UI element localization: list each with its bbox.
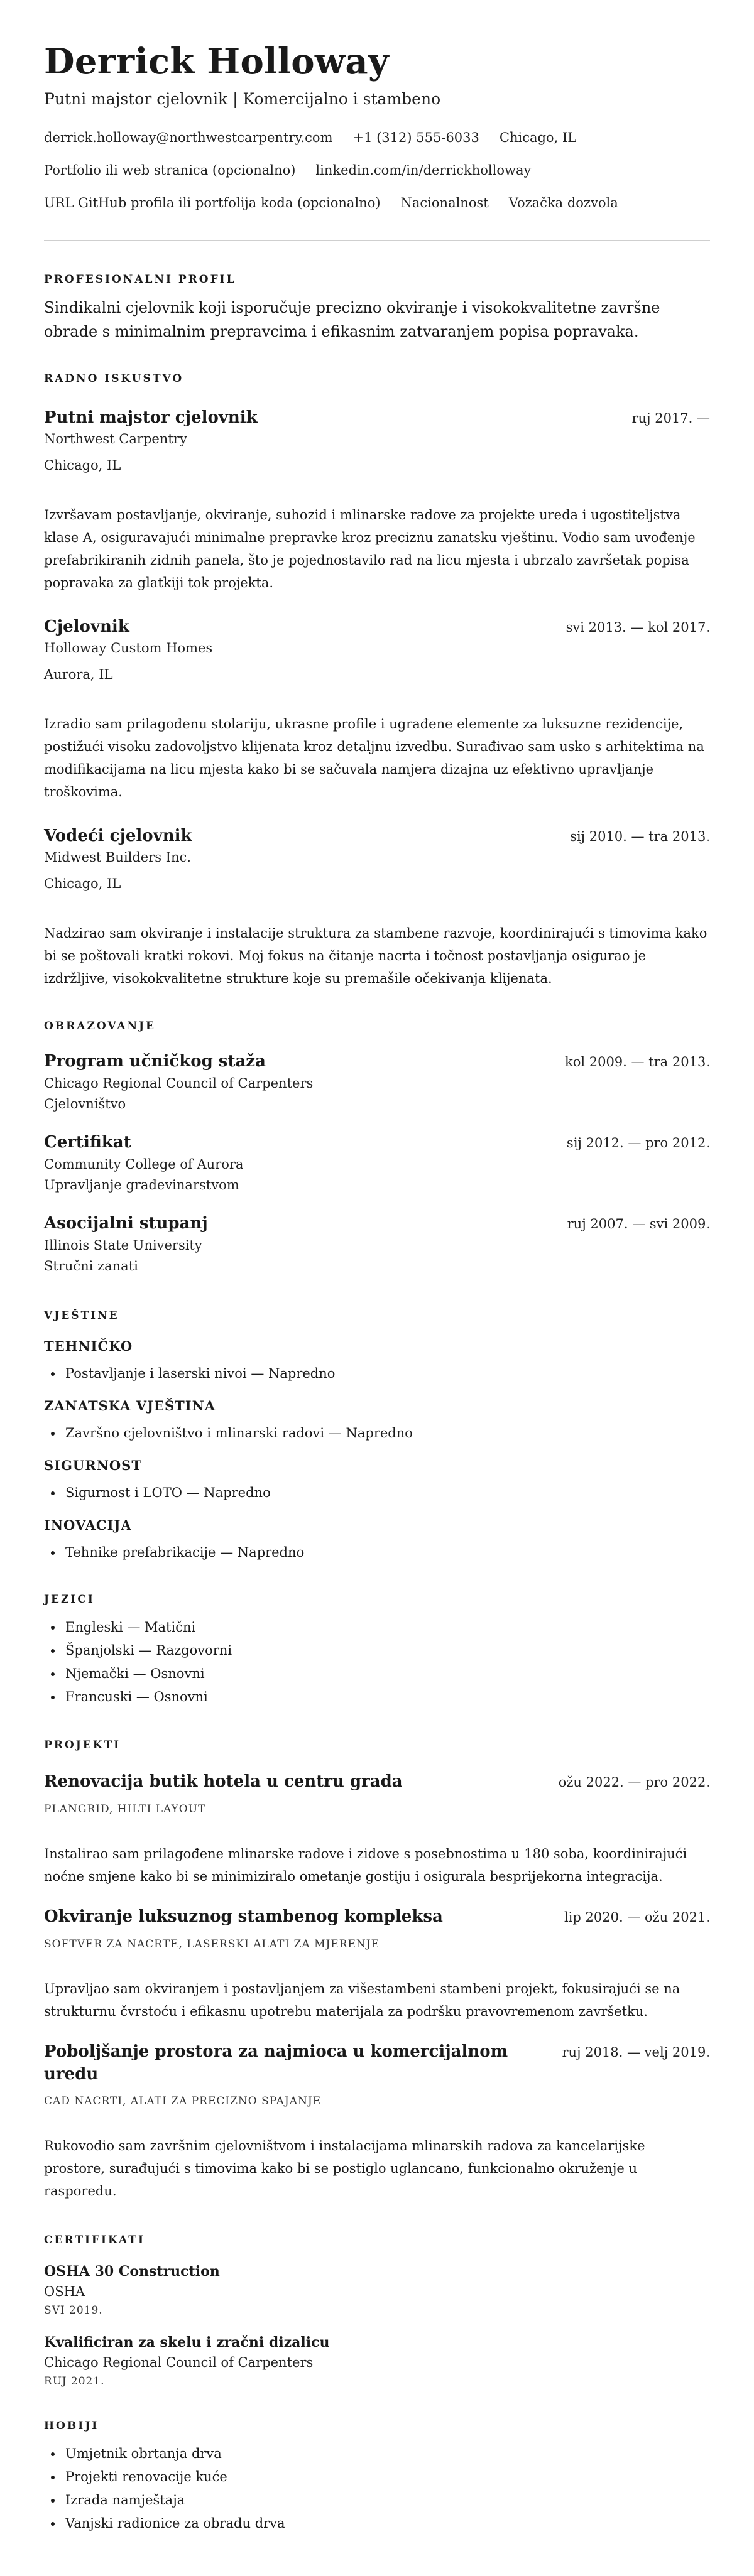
skill-item: • Sigurnost i LOTO — Napredno [63,1481,710,1505]
contact-row [44,128,710,147]
drivers-license-text: Vozačka dozvola [508,195,618,210]
project-tools: SOFTVER ZA NACRTE, LASERSKI ALATI ZA MJERENJE [44,1938,380,1951]
section-title: VJEŠTINE [44,1309,119,1322]
skill-item: • Završno cjelovništvo i mlinarski radovi — Napredno [63,1422,710,1445]
certification-name: OSHA 30 Construction [44,2263,220,2280]
project-name: Renovacija butik hotela u centru grada [44,1772,403,1791]
job-location: Chicago, IL [44,876,121,891]
skill-list [44,1481,710,1505]
job-title: Vodeći cjelovnik [44,826,192,845]
candidate-name: Derrick Holloway [44,41,389,82]
project-tools: PLANGRID, HILTI LAYOUT [44,1803,206,1816]
experience-section [44,371,710,990]
certifications-section [44,2232,710,2389]
skill-category: ZANATSKA VJEŠTINA [44,1398,216,1414]
certification-issuer: Chicago Regional Council of Carpenters [44,2355,314,2370]
section-title: HOBIJI [44,2420,99,2432]
projects-section [44,1738,710,2202]
header-divider [44,240,710,241]
skill-list [44,1362,710,1385]
skills-section [44,1308,710,1564]
skill-item: • Tehnike prefabrikacije — Napredno [63,1541,710,1564]
portfolio-text: Portfolio ili web stranica (opcionalno) [44,163,296,178]
skill-group [44,1516,710,1564]
certification-date: SVI 2019. [44,2304,103,2317]
headline: Putni majstor cjelovnik | Komercijalno i stambeno [44,90,441,108]
skill-category: SIGURNOST [44,1458,142,1473]
skill-group [44,1456,710,1505]
school-name: Chicago Regional Council of Carpenters [44,1076,314,1091]
experience-entry [44,615,710,803]
field-of-study: Upravljanje građevinarstvom [44,1177,239,1193]
skill-category: INOVACIJA [44,1517,132,1533]
language-item: • Njemački — Osnovni [63,1662,710,1686]
skill-category: TEHNIČKO [44,1338,133,1354]
certification-name: Kvalificiran za skelu i zračni dizalicu [44,2334,330,2351]
email-text: derrick.holloway@northwestcarpentry.com [44,130,333,145]
job-description: Izradio sam prilagođenu stolariju, ukrasne profile i ugrađene elemente za luksuzne rezidencije, postižući visoku zadovoljstvo klijenata kroz detaljnu izvedbu. Surađivao sam usko s arhitektima na modifikacijama na licu mjesta kako bi se sačuvala namjera dizajna uz efektivno upravljanje troškovima. [44,717,704,799]
job-description: Izvršavam postavljanje, okviranje, suhozid i mlinarske radove za projekte ureda i ugostiteljstva klase A, osiguravajući minimalne prepravke kroz preciznu zanatsku vještinu. Vodio sam uvođenje prefabrikiranih zidnih panela, što je pojednostavilo rad na licu mjesta i ubrzalo završetak popisa popravaka za glatkiji tok projekta. [44,507,696,590]
experience-entry [44,406,710,594]
school-name: Illinois State University [44,1238,202,1253]
company-name: Northwest Carpentry [44,431,187,446]
certification-entry [44,2332,710,2389]
section-title: OBRAZOVANJE [44,1020,156,1032]
hobby-item: • Umjetnik obrtanja drva [63,2442,710,2465]
field-of-study: Cjelovništvo [44,1096,126,1112]
education-dates: kol 2009. — tra 2013. [564,1054,710,1069]
job-description: Nadzirao sam okviranje i instalacije struktura za stambene razvoje, koordinirajući s timovima kako bi se poštovali kratki rokovi. Moj fokus na čitanje nacrta i točnost postavljanja osigurao je izdržljive, visokokvalitetne strukture koje su premašile očekivanja klijenata. [44,926,708,986]
job-dates: sij 2010. — tra 2013. [570,829,710,844]
skill-list [44,1541,710,1564]
certification-issuer: OSHA [44,2284,85,2299]
hobby-item: • Projekti renovacije kuće [63,2465,710,2489]
hobby-item: • Vanjski radionice za obradu drva [63,2512,710,2535]
language-list [44,1616,710,1709]
phone-text: +1 (312) 555-6033 [352,130,479,145]
linkedin-text: linkedin.com/in/derrickholloway [315,163,532,178]
skill-list [44,1422,710,1445]
hobby-list [44,2442,710,2535]
language-item: • Engleski — Matični [63,1616,710,1639]
company-name: Holloway Custom Homes [44,641,213,656]
job-dates: svi 2013. — kol 2017. [566,620,710,635]
education-dates: ruj 2007. — svi 2009. [567,1216,710,1231]
nationality-text: Nacionalnost [400,195,489,210]
degree-title: Asocijalni stupanj [44,1214,208,1233]
education-section [44,1019,710,1277]
section-title: PROFESIONALNI PROFIL [44,273,236,286]
job-dates: ruj 2017. — [631,411,710,426]
project-entry [44,1770,710,1888]
job-location: Aurora, IL [44,667,113,682]
skill-item: • Postavljanje i laserski nivoi — Napredno [63,1362,710,1385]
job-location: Chicago, IL [44,458,121,473]
location-text: Chicago, IL [499,130,577,145]
project-description: Instalirao sam prilagođene mlinarske radove i zidove s posebnostima u 180 soba, koordinirajući noćne smjene kako bi se minimiziralo ometanje gostiju i osigurala besprijekorna integracija. [44,1846,687,1884]
job-title: Putni majstor cjelovnik [44,408,258,427]
project-description: Rukovodio sam završnim cjelovništvom i instalacijama mlinarskih radova za kancelarijske prostore, surađujući s timovima kako bi se postiglo uglancano, funkcionalno okruženje u rasporedu. [44,2138,645,2199]
github-text: URL GitHub profila ili portfolija koda (opcionalno) [44,195,381,210]
language-item: • Španjolski — Razgovorni [63,1639,710,1662]
project-description: Upravljao sam okviranjem i postavljanjem za višestambeni stambeni projekt, fokusirajući se na strukturnu čvrstoću i efikasnu upotrebu materijala za podršku pravovremenom završetku. [44,1981,680,2019]
school-name: Community College of Aurora [44,1157,244,1172]
project-dates: ruj 2018. — velj 2019. [562,2045,710,2060]
education-entry [44,1212,710,1277]
contact-row [44,193,710,212]
section-title: RADNO ISKUSTVO [44,372,184,385]
hobbies-section [44,2418,710,2535]
job-title: Cjelovnik [44,617,129,636]
hobby-item: • Izrada namještaja [63,2489,710,2512]
section-title: JEZICI [44,1593,95,1606]
experience-entry [44,825,710,990]
project-name: Poboljšanje prostora za najmioca u komercijalnom uredu [44,2042,508,2084]
degree-title: Program učničkog staža [44,1052,266,1071]
project-dates: lip 2020. — ožu 2021. [564,1910,710,1925]
project-entry [44,2040,710,2202]
certification-entry [44,2261,710,2319]
certification-date: RUJ 2021. [44,2375,105,2388]
profile-summary: Sindikalni cjelovnik koji isporučuje precizno okviranje i visokokvalitetne završne obrade s minimalnim prepravcima i efikasnim zatvaranjem popisa popravaka. [44,299,660,340]
degree-title: Certifikat [44,1133,131,1152]
project-name: Okviranje luksuznog stambenog kompleksa [44,1907,443,1926]
profile-section [44,272,710,344]
language-item: • Francuski — Osnovni [63,1686,710,1709]
project-tools: CAD NACRTI, ALATI ZA PRECIZNO SPAJANJE [44,2095,322,2108]
section-title: CERTIFIKATI [44,2234,145,2246]
education-dates: sij 2012. — pro 2012. [566,1135,710,1150]
contact-row [44,161,710,180]
education-entry [44,1131,710,1196]
education-entry [44,1050,710,1115]
skill-group [44,1337,710,1385]
languages-section [44,1592,710,1709]
project-dates: ožu 2022. — pro 2022. [558,1775,710,1790]
project-entry [44,1905,710,2023]
field-of-study: Stručni zanati [44,1258,138,1274]
company-name: Midwest Builders Inc. [44,850,191,865]
skill-group [44,1397,710,1445]
section-title: PROJEKTI [44,1739,121,1751]
